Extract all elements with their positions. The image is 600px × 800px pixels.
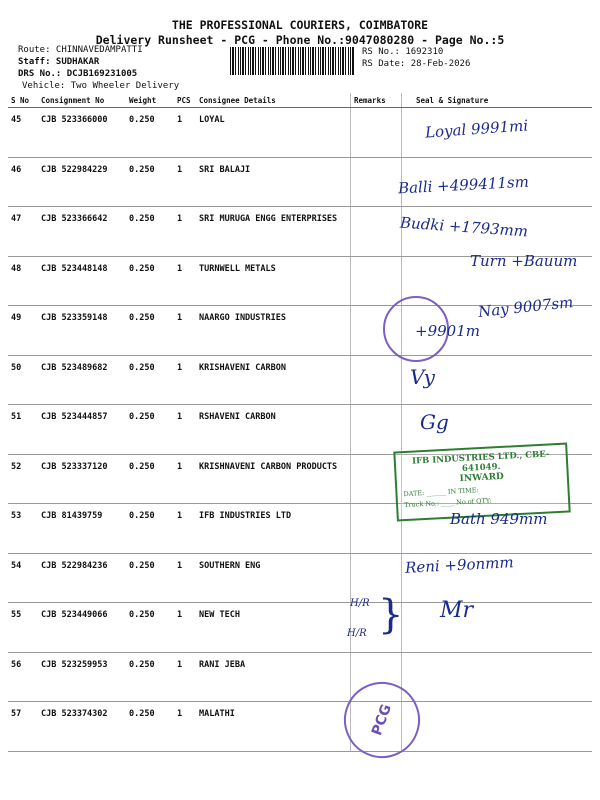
- signature-46: Balli +499411sm: [397, 172, 530, 198]
- cell-consignee: KRISHAVENI CARBON: [196, 355, 351, 405]
- cell-consignment: CJB 523259953: [38, 652, 126, 702]
- signature-52: Gg: [420, 410, 449, 434]
- ifb-stamp-time: IN TIME:: [447, 486, 479, 496]
- table-row: [8, 603, 592, 653]
- drs-text: DRS No.: DCJB169231005: [18, 69, 138, 79]
- pcg-seal: PCG: [333, 671, 430, 768]
- cell-pcs: 1: [174, 355, 196, 405]
- cell-consignee: NEW TECH: [196, 603, 351, 653]
- cell-pcs: 1: [174, 454, 196, 504]
- cell-pcs: 1: [174, 553, 196, 603]
- cell-consignment: CJB 523374302: [38, 702, 126, 752]
- cell-remarks: [351, 504, 402, 554]
- ifb-stamp-truck: Truck No.:: [403, 499, 440, 510]
- cell-consignment: CJB 523337120: [38, 454, 126, 504]
- cell-consignee: RSHAVENI CARBON: [196, 405, 351, 455]
- cell-sno: 55: [8, 603, 38, 653]
- signature-48: Turn +Bauum: [470, 252, 578, 270]
- cell-sno: 46: [8, 157, 38, 207]
- cell-weight: 0.250: [126, 454, 174, 504]
- signature-49: Nay 9007sm: [477, 293, 575, 321]
- cell-consignee: SRI BALAJI: [196, 157, 351, 207]
- cell-consignment: CJB 523449066: [38, 603, 126, 653]
- cell-consignee: MALATHI: [196, 702, 351, 752]
- cell-consignee: SRI MURUGA ENGG ENTERPRISES: [196, 207, 351, 257]
- cell-remarks: [351, 355, 402, 405]
- cell-signature: [402, 603, 593, 653]
- col-consignee: Consignee Details: [196, 93, 351, 108]
- cell-sno: 52: [8, 454, 38, 504]
- ifb-inward-stamp: IFB INDUSTRIES LTD., CBE-641049. INWARD DATE: ______ IN TIME: Truck No.: ____ No.of QTY:: [393, 442, 570, 521]
- cell-sno: 54: [8, 553, 38, 603]
- cell-consignment: CJB 522984229: [38, 157, 126, 207]
- signature-51: Vy: [410, 365, 435, 389]
- cell-sno: 57: [8, 702, 38, 752]
- cell-consignee: RANI JEBA: [196, 652, 351, 702]
- rs-date: RS Date: 28-Feb-2026: [362, 59, 471, 69]
- cell-consignee: IFB INDUSTRIES LTD: [196, 504, 351, 554]
- cell-sno: 56: [8, 652, 38, 702]
- cell-remarks: [351, 108, 402, 158]
- cell-consignment: CJB 523366000: [38, 108, 126, 158]
- table-row: [8, 355, 592, 405]
- cell-consignment: CJB 523366642: [38, 207, 126, 257]
- brace-mark: }: [378, 592, 404, 638]
- cell-consignment: CJB 523359148: [38, 306, 126, 356]
- cell-consignment: CJB 81439759: [38, 504, 126, 554]
- staff-text: Staff: SUDHAKAR: [18, 57, 100, 67]
- note-hr-2: H/R: [347, 628, 367, 639]
- cell-sno: 47: [8, 207, 38, 257]
- company-title: THE PROFESSIONAL COURIERS, COIMBATORE: [171, 18, 429, 32]
- cell-pcs: 1: [174, 256, 196, 306]
- cell-pcs: 1: [174, 157, 196, 207]
- cell-remarks: [351, 207, 402, 257]
- vehicle-text: Vehicle: Two Wheeler Delivery: [22, 81, 180, 91]
- table-header-row: [8, 93, 592, 108]
- col-signature: Seal & Signature: [402, 93, 593, 108]
- cell-sno: 49: [8, 306, 38, 356]
- signature-50: +9901m: [415, 322, 480, 340]
- cell-weight: 0.250: [126, 108, 174, 158]
- ifb-stamp-date: DATE:: [403, 489, 425, 499]
- col-pcs: PCS: [174, 93, 196, 108]
- cell-sno: 50: [8, 355, 38, 405]
- cell-weight: 0.250: [126, 504, 174, 554]
- cell-pcs: 1: [174, 603, 196, 653]
- cell-pcs: 1: [174, 405, 196, 455]
- signature-47: Budki +1793mm: [399, 213, 529, 241]
- runsheet-title: Delivery Runsheet - PCG - Phone No.:9047080280 - Page No.:5: [95, 33, 505, 47]
- col-remarks: Remarks: [351, 93, 402, 108]
- cell-remarks: [351, 405, 402, 455]
- note-hr-1: H/R: [350, 598, 370, 609]
- signature-55: Reni +9onmm: [404, 553, 515, 577]
- cell-consignee: TURNWELL METALS: [196, 256, 351, 306]
- cell-consignment: CJB 523448148: [38, 256, 126, 306]
- col-consignment: Consignment No: [38, 93, 126, 108]
- table-row: [8, 652, 592, 702]
- col-weight: Weight: [126, 93, 174, 108]
- signature-56: Mr: [440, 598, 474, 623]
- cell-pcs: 1: [174, 108, 196, 158]
- cell-consignee: SOUTHERN ENG: [196, 553, 351, 603]
- cell-consignment: CJB 522984236: [38, 553, 126, 603]
- ifb-stamp-qty: No.of QTY:: [455, 496, 492, 507]
- cell-pcs: 1: [174, 702, 196, 752]
- route-text: Route: CHINNAVEDAMPATTI: [18, 45, 143, 55]
- cell-pcs: 1: [174, 652, 196, 702]
- cell-pcs: 1: [174, 504, 196, 554]
- cell-weight: 0.250: [126, 702, 174, 752]
- cell-sno: 51: [8, 405, 38, 455]
- cell-signature: [402, 702, 593, 752]
- cell-remarks: [351, 256, 402, 306]
- cell-sno: 53: [8, 504, 38, 554]
- cell-weight: 0.250: [126, 256, 174, 306]
- cell-pcs: 1: [174, 306, 196, 356]
- table-row: [8, 702, 592, 752]
- ifb-stamp-inward: INWARD: [459, 471, 505, 485]
- cell-consignee: NAARGO INDUSTRIES: [196, 306, 351, 356]
- cell-sno: 48: [8, 256, 38, 306]
- cell-weight: 0.250: [126, 355, 174, 405]
- signature-45: Loyal 9991mi: [424, 116, 529, 142]
- cell-sno: 45: [8, 108, 38, 158]
- cell-signature: [402, 652, 593, 702]
- rs-number: RS No.: 1692310: [362, 47, 444, 57]
- cell-weight: 0.250: [126, 652, 174, 702]
- cell-consignment: CJB 523489682: [38, 355, 126, 405]
- col-sno: S No: [8, 93, 38, 108]
- cell-weight: 0.250: [126, 553, 174, 603]
- cell-weight: 0.250: [126, 405, 174, 455]
- cell-weight: 0.250: [126, 603, 174, 653]
- cell-consignee: LOYAL: [196, 108, 351, 158]
- cell-remarks: [351, 157, 402, 207]
- barcode-image: [230, 47, 355, 75]
- cell-weight: 0.250: [126, 306, 174, 356]
- cell-weight: 0.250: [126, 207, 174, 257]
- ifb-stamp-title: IFB INDUSTRIES LTD., CBE-641049.: [411, 449, 550, 475]
- cell-weight: 0.250: [126, 157, 174, 207]
- cell-consignee: KRISHNAVENI CARBON PRODUCTS: [196, 454, 351, 504]
- cell-consignment: CJB 523444857: [38, 405, 126, 455]
- cell-pcs: 1: [174, 207, 196, 257]
- signature-54: Bath 949mm: [450, 510, 548, 528]
